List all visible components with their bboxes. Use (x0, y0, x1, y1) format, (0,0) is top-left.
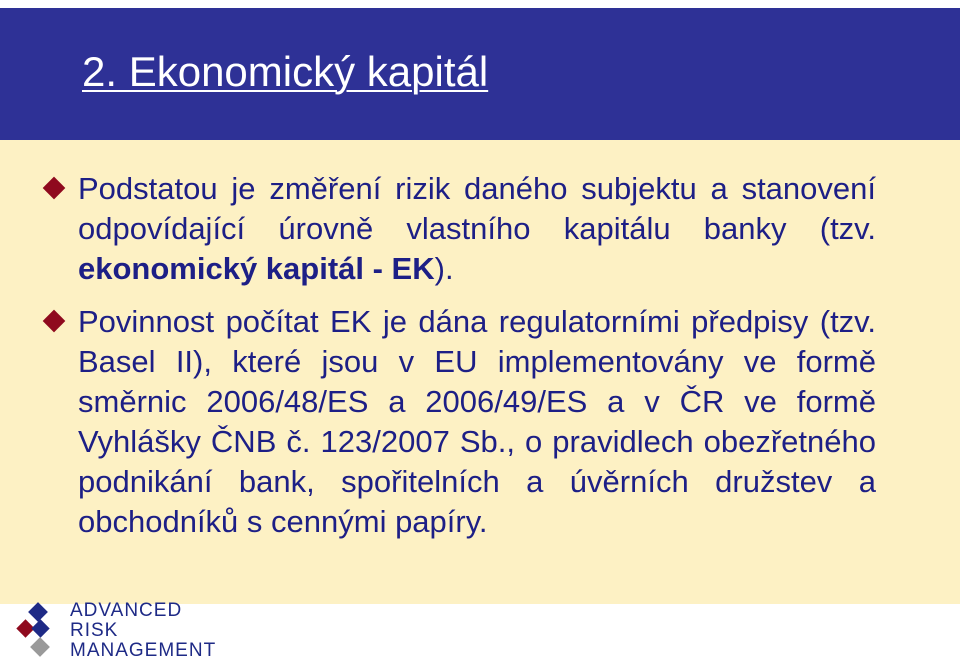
bullet-2-text: Povinnost počítat EK je dána regulatorními předpisy (tzv. Basel II), které jsou v EU implementovány ve formě směrnic 2006/48/ES a 2006/49/ES a v ČR ve formě Vyhlášky ČNB č. 123/2007 Sb., o pravidlech obezřetného podnikání bank, spořitelních a úvěrních družstev a obchodníků s cennými papíry. (78, 304, 876, 539)
bullet-item-2 (78, 302, 876, 542)
bullet-1-text: Podstatou je změření rizik daného subjektu a stanovení odpovídající úrovně vlastního kapitálu banky (tzv. (78, 171, 876, 246)
logo-line-2: RISK (70, 620, 119, 641)
page-title: 2. Ekonomický kapitál (82, 48, 489, 95)
logo-wordmark (70, 601, 216, 661)
advanced-risk-management-logo-icon (12, 600, 68, 666)
logo-line-3: MANAGEMENT (70, 640, 217, 661)
bullet-item-1 (78, 169, 876, 289)
company-logo (12, 600, 272, 668)
bullet-1-text-end: ). (434, 251, 454, 286)
logo-line-1: ADVANCED (70, 600, 183, 621)
bullet-1-bold-term: ekonomický kapitál - EK (78, 251, 435, 286)
